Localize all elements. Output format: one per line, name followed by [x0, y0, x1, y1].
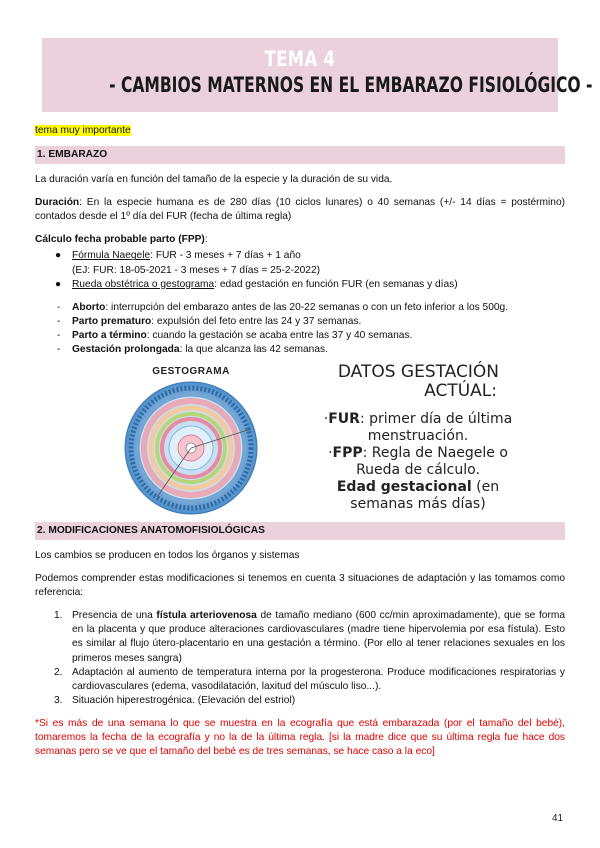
bullet-label: Rueda obstétrica o gestograma — [72, 278, 215, 290]
gestograma-figure — [35, 363, 565, 519]
datos-title-1: DATOS GESTACIÓN — [337, 362, 499, 383]
fur-item: ·FUR: primer día de última — [323, 411, 513, 428]
list-item — [35, 315, 565, 329]
bullet-sub: (EJ: FUR: 18-05-2021 - 3 meses + 7 días = 25-2-2022) — [72, 264, 321, 276]
duracion-label: Duración — [35, 197, 80, 209]
fpp-key: FPP — [332, 445, 363, 462]
list-item — [35, 666, 565, 694]
bullet-icon: ● — [55, 250, 62, 262]
section2-intro: Los cambios se producen en todos los órganos y sistemas — [35, 550, 300, 562]
list-item — [35, 343, 565, 357]
fpp-bullet-list — [35, 249, 565, 291]
item-text: Situación hiperestrogénica. (Elevación del estriol) — [72, 694, 296, 706]
fpp-item: ·FPP: Regla de Naegele o — [328, 445, 508, 462]
definition-list — [35, 301, 565, 357]
definition-text: : interrupción del embarazo antes de las 20-22 semanas o con un feto inferior a los 500g. — [105, 301, 509, 313]
bullet-text: : FUR - 3 meses + 7 días + 1 año — [150, 250, 301, 262]
chapter-title: - CAMBIOS MATERNOS EN EL EMBARAZO FISIOLÓGICO - — [109, 73, 593, 97]
edad-text-2: semanas más días) — [350, 496, 486, 513]
dash-marker: - — [57, 301, 61, 313]
page-content — [35, 124, 565, 759]
edad-item — [303, 479, 533, 496]
item-number: 1. — [54, 610, 63, 622]
fur-text-1: : primer día de última — [359, 411, 513, 428]
item-text: Presencia de una — [72, 610, 157, 622]
bullet-label: Fórmula Naegele — [72, 250, 151, 262]
highlight-note: tema muy importante — [35, 125, 131, 136]
edad-key: Edad gestacional — [336, 479, 472, 496]
chapter-number: TEMA 4 — [264, 47, 336, 71]
duracion-text: : En la especie humana es de 280 días (10 ciclos lunares) o 40 semanas (+/- 14 días = postérmino) contados desde el 1º día del FUR (fecha de última regla) — [35, 197, 565, 223]
item-number: 3. — [54, 694, 63, 706]
edad-text-1: (en — [471, 479, 500, 496]
definition-term: Gestación prolongada — [72, 343, 180, 355]
item-bold: fístula arteriovenosa — [156, 610, 257, 622]
adaptation-list — [35, 609, 565, 708]
list-item — [35, 609, 565, 665]
fpp-heading — [35, 233, 565, 247]
gestograma-label: GESTOGRAMA — [152, 366, 230, 378]
section-heading-modificaciones: 2. MODIFICACIONES ANATOMOFISIOLÓGICAS — [35, 522, 565, 540]
list-item — [35, 301, 565, 315]
definition-term: Parto prematuro — [72, 315, 152, 327]
fur-key: FUR — [328, 411, 360, 428]
section-heading-embarazo: 1. EMBARAZO — [35, 146, 565, 164]
datos-gestacion-panel — [303, 363, 533, 513]
definition-text: : la que alcanza las 42 semanas. — [179, 343, 328, 355]
duracion-paragraph — [35, 196, 565, 224]
dash-marker: - — [57, 343, 61, 355]
gestograma-wheel-icon — [119, 379, 263, 517]
gestograma-image — [91, 363, 291, 519]
fpp-heading-text: Cálculo fecha probable parto (FPP) — [35, 234, 205, 246]
bullet-icon: ● — [55, 278, 62, 290]
section2-paragraph: Podemos comprender estas modificaciones si tenemos en cuenta 3 situaciones de adaptación y las tomamos como referencia: — [35, 573, 565, 599]
fpp-text-2: Rueda de cálculo. — [356, 462, 480, 479]
bullet-text: : edad gestación en función FUR (en semanas y días) — [214, 278, 458, 290]
list-item — [35, 694, 565, 708]
red-note: *Si es más de una semana lo que se muestra en la ecografía que está embarazada (por el tamaño del bebé), tomaremos la fecha de la ecografía y no la de la última regla. [si la madre dice que su última regla fue hace dos semanas pero se ve que el tamaño del bebé es de tres semanas, se hace caso a la eco] — [35, 717, 565, 758]
dash-marker: - — [57, 329, 61, 341]
fur-text-2: menstruación. — [367, 428, 469, 445]
definition-text: : cuando la gestación se acaba entre las 37 y 40 semanas. — [146, 329, 413, 341]
list-item — [35, 278, 565, 292]
page-number: 41 — [552, 813, 564, 824]
item-text: Adaptación al aumento de temperatura interna por la progesterona. Produce modificaciones respiratorias y cardiovasculares (edema, vasodilatación, laxitud del músculo liso...). — [72, 666, 565, 692]
fpp-text-1: : Regla de Naegele o — [362, 445, 508, 462]
dash-marker: - — [57, 315, 61, 327]
definition-term: Aborto — [72, 301, 106, 313]
item-text-post: de tamaño mediano (600 cc/min aproximadamente), que se forma en la placenta y que produce alteraciones cardiovasculares (madre tiene hipervolemia por esa fístula). Esto es similar al flujo útero-placentario en una gestación a término. (Por ello al tener relaciones sexuales en los primeros meses sangra) — [72, 610, 565, 664]
intro-paragraph: La duración varía en función del tamaño de la especie y la duración de su vida. — [35, 174, 393, 186]
item-number: 2. — [54, 666, 63, 678]
list-item — [35, 329, 565, 343]
fpp-heading-suffix: : — [204, 234, 208, 246]
list-item — [35, 249, 565, 277]
datos-title-2: ACTÚAL: — [424, 381, 497, 402]
title-block — [42, 38, 593, 112]
definition-text: : expulsión del feto entre las 24 y 37 semanas. — [151, 315, 362, 327]
definition-term: Parto a término — [72, 329, 147, 341]
